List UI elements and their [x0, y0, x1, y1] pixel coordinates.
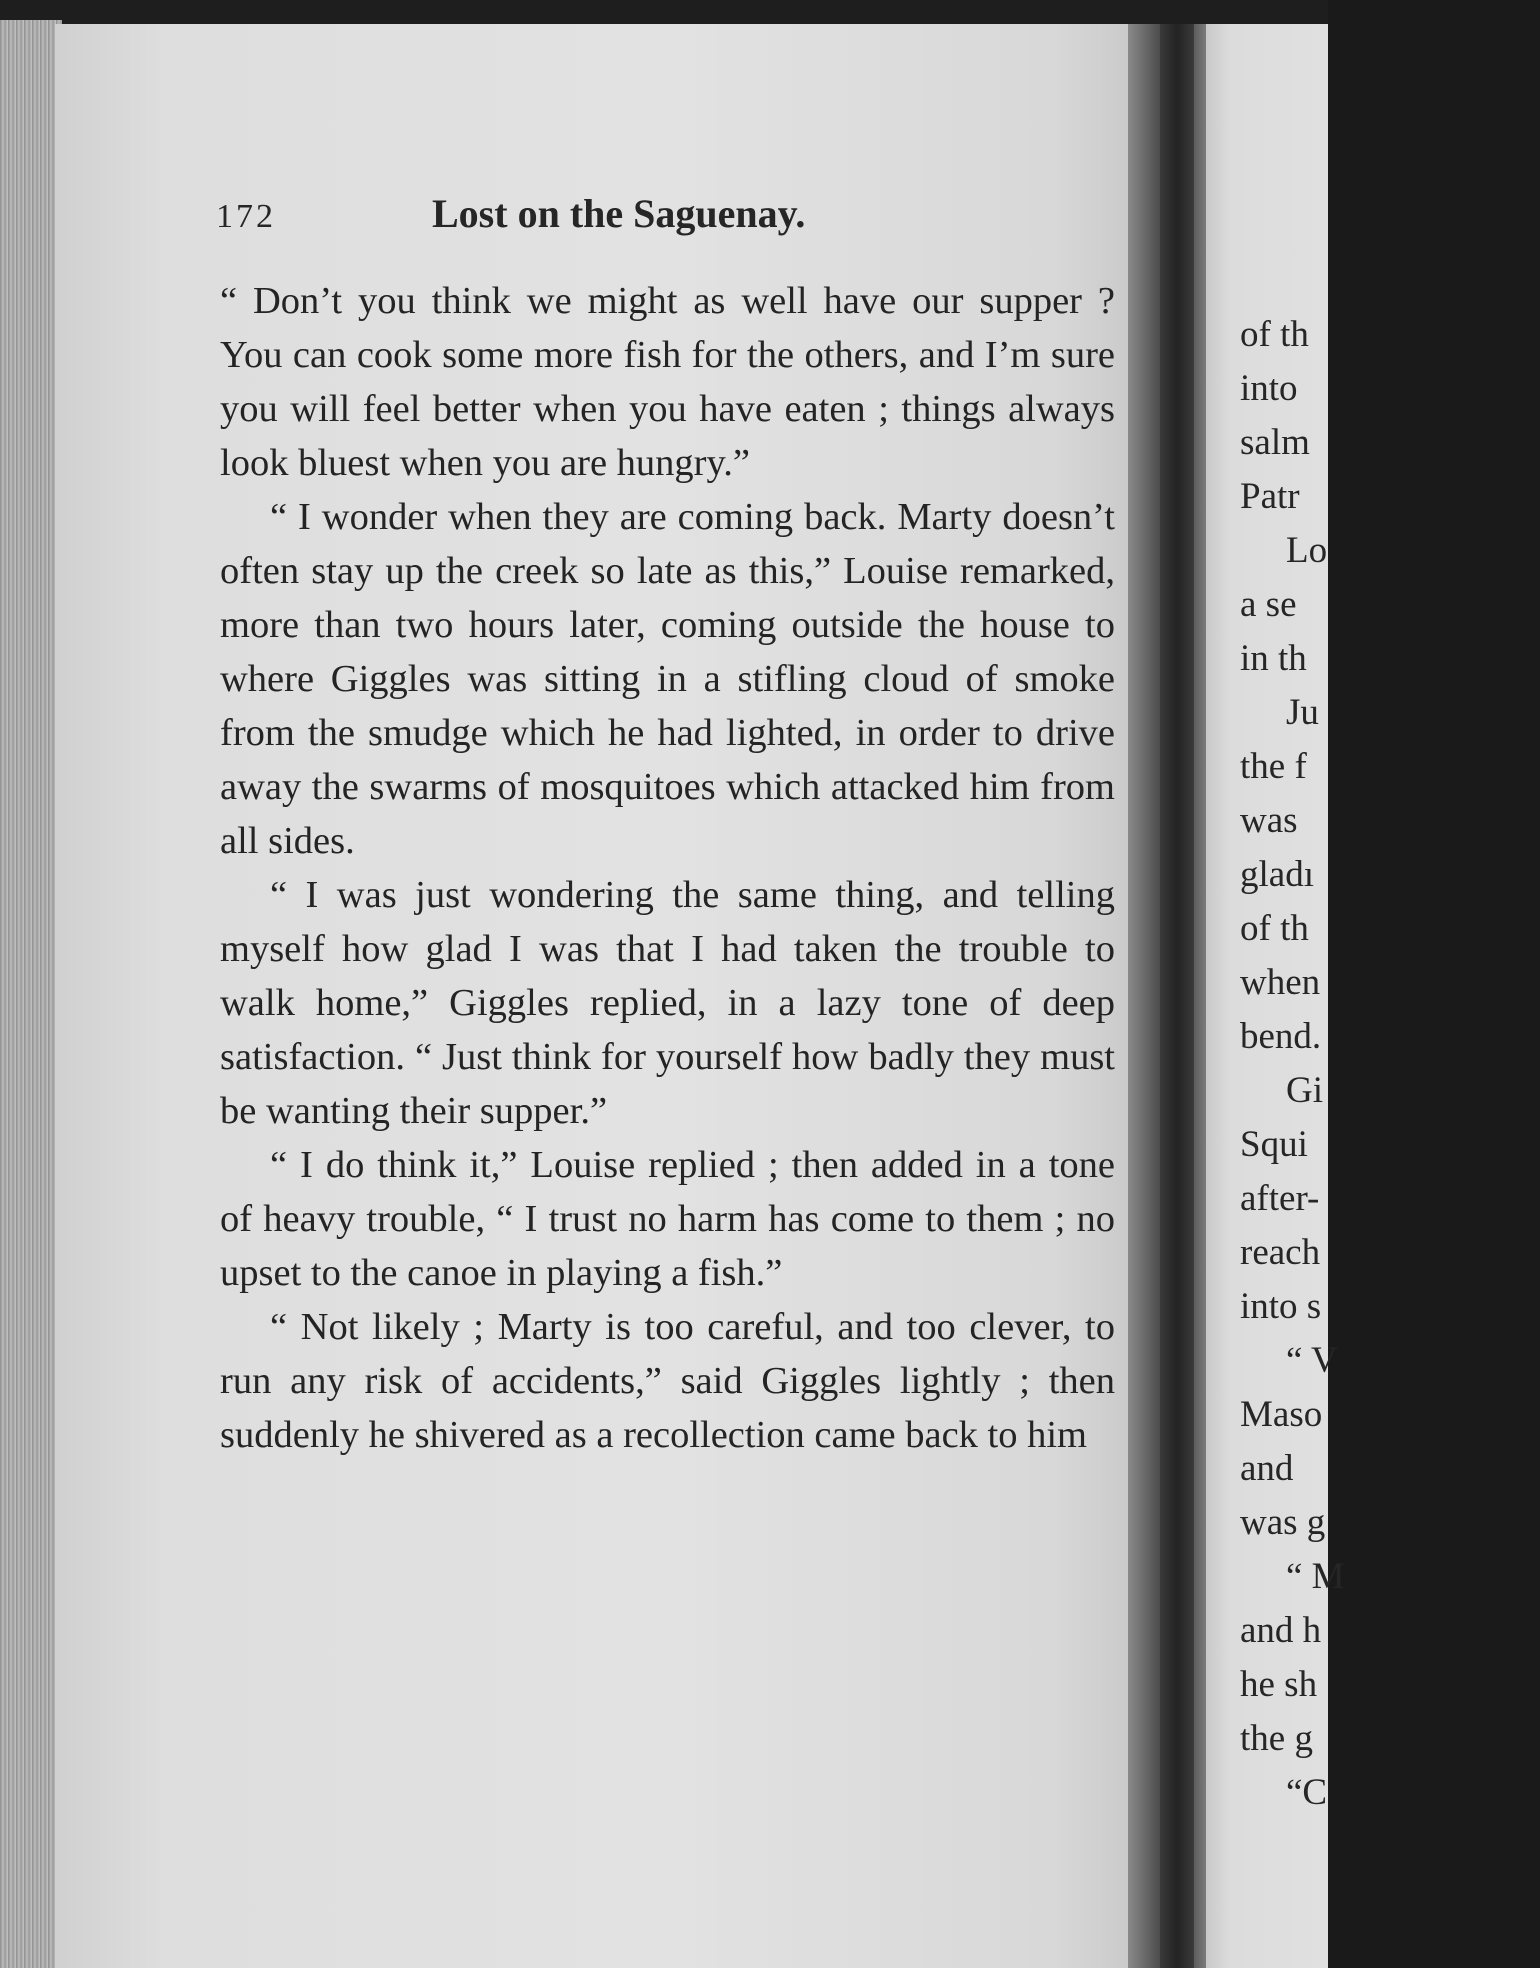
facing-line: gladı: [1240, 854, 1314, 895]
facing-line: after-: [1240, 1178, 1320, 1219]
facing-line: reach: [1240, 1232, 1321, 1273]
paragraph: “ I wonder when they are coming back. Marty doesn’t often stay up the creek so late as this,” Louise remarked, more than two hours later, coming outside the house to where Giggles was sitting in a stifling cloud of smoke from the smudge which he had lighted, in order to drive away the swarms of mosquitoes which attacked him from all sides.: [220, 496, 1115, 862]
paragraph: “ Don’t you think we might as well have our supper ? You can cook some more fish for the others, and I’m sure you will feel better when you have eaten ; things always look bluest when you are hungry.”: [220, 280, 1115, 484]
facing-line: the f: [1240, 746, 1307, 787]
facing-line: “C: [1286, 1772, 1328, 1813]
facing-page: [1206, 24, 1345, 1968]
facing-line: into: [1240, 368, 1298, 409]
paragraph: “ I was just wondering the same thing, and telling myself how glad I was that I had taken the trouble to walk home,” Giggles replied, in a lazy tone of deep satisfaction. “ Just think for yourself how badly they must be wanting their supper.”: [220, 874, 1115, 1132]
facing-line: “ V: [1286, 1340, 1338, 1381]
facing-line: in th: [1240, 638, 1307, 679]
facing-line: of th: [1240, 908, 1309, 949]
facing-line: and h: [1240, 1610, 1322, 1651]
paragraph: “ Not likely ; Marty is too careful, and too clever, to run any risk of accidents,” said Giggles lightly ; then suddenly he shivered as a recollection came back to him: [220, 1306, 1115, 1456]
facing-line: was g: [1240, 1502, 1326, 1543]
body-text: [220, 274, 1115, 1462]
facing-line: of th: [1240, 314, 1309, 355]
facing-line: salm: [1240, 422, 1310, 463]
facing-page-text: [1240, 308, 1540, 1820]
page-header: [216, 190, 1116, 246]
page-edges: [0, 20, 62, 1968]
facing-line: into s: [1240, 1286, 1322, 1327]
facing-line: Lo: [1286, 530, 1328, 571]
facing-line: and: [1240, 1448, 1294, 1489]
facing-line: when: [1240, 962, 1321, 1003]
facing-line: he sh: [1240, 1664, 1318, 1705]
facing-line: Squi: [1240, 1124, 1308, 1165]
facing-line: the g: [1240, 1718, 1313, 1759]
page-number: 172: [216, 198, 276, 235]
gutter-shadow: [1160, 24, 1194, 1968]
facing-line: bend.: [1240, 1016, 1322, 1057]
facing-line: Gi: [1286, 1070, 1323, 1111]
facing-line: Patr: [1240, 476, 1300, 517]
running-title: Lost on the Saguenay.: [432, 191, 806, 236]
facing-line: a se: [1240, 584, 1297, 625]
facing-line: was: [1240, 800, 1298, 841]
facing-line: Ju: [1286, 692, 1319, 733]
facing-line: “ M: [1286, 1556, 1345, 1597]
facing-line: Maso: [1240, 1394, 1323, 1435]
paragraph: “ I do think it,” Louise replied ; then added in a tone of heavy trouble, “ I trust no harm has come to them ; no upset to the canoe in playing a fish.”: [220, 1144, 1115, 1294]
